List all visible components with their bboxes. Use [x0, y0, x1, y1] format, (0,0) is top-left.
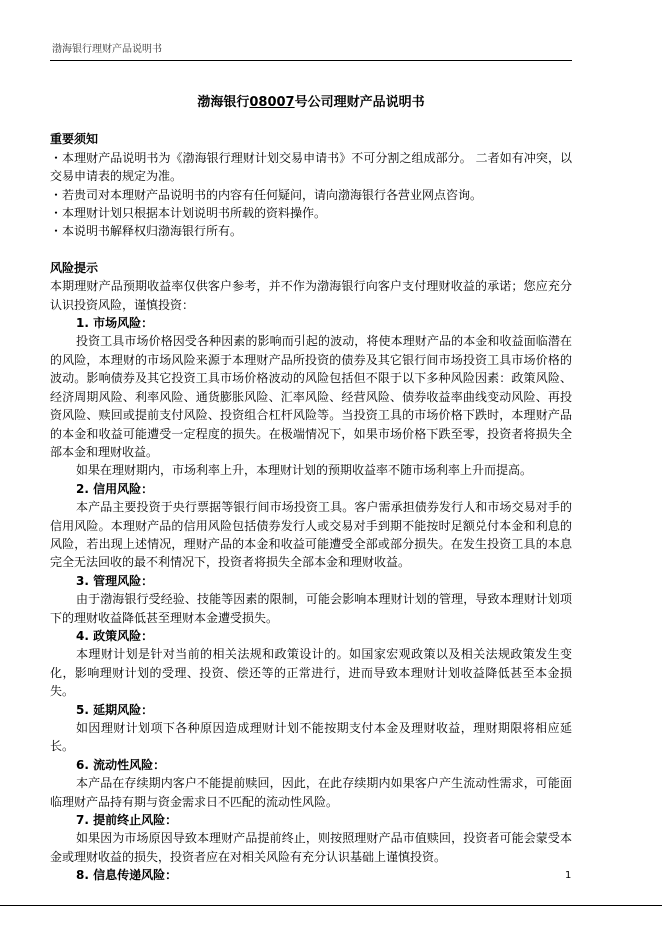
liquidity-risk-paragraph: 本产品在存续期内客户不能提前赎回，因此，在此存续期内如果客户产生流动性需求，可能面临理财产品持有期与资金需求日不匹配的流动性风险。 — [50, 776, 572, 809]
risk-intro: 本期理财产品预期收益率仅供客户参考，并不作为渤海银行向客户支付理财收益的承诺；您应充分认识投资风险，谨慎投资： — [50, 279, 572, 312]
delay-risk-heading: 5. 延期风险： — [76, 702, 154, 717]
document-body — [50, 94, 572, 885]
notice-item: ・本说明书解释权归渤海银行所有。 — [50, 224, 243, 239]
market-risk-paragraph: 投资工具市场价格因受各种因素的影响而引起的波动，将使本理财产品的本金和收益面临潜在的风险，本理财的市场风险来源于本理财产品所投资的债券及其它银行间市场投资工具市场价格的波动。影响债券及其它投资工具市场价格波动的风险包括但不限于以下多种风险因素：政策风险、经济周期风险、利率风险、通货膨胀风险、汇率风险、经营风险、债券收益率曲线变动风险、再投资风险、赎回或提前支付风险、投资组合杠杆风险等。当投资工具的市场价格下跌时，本理财产品的本金和收益可能遭受一定程度的损失。在极端情况下，如果市场价格下跌至零，投资者将损失全部本金和理财收益。 — [50, 334, 572, 459]
early-termination-risk-paragraph: 如果因为市场原因导致本理财产品提前终止，则按照理财产品市值赎回，投资者可能会蒙受本金或理财收益的损失，投资者应在对相关风险有充分认识基础上谨慎投资。 — [50, 831, 572, 864]
information-risk-heading: 8. 信息传递风险： — [76, 868, 178, 883]
credit-risk-heading: 2. 信用风险： — [76, 481, 154, 496]
page-number: 1 — [565, 870, 572, 881]
credit-risk-paragraph: 本产品主要投资于央行票据等银行间市场投资工具。客户需承担债券发行人和市场交易对手的信用风险。本理财产品的信用风险包括债券发行人或交易对手到期不能按时足额兑付本金和利息的风险，若出现上述情况，理财产品的本金和收益可能遭受全部或部分损失。在发生投资工具的本息完全无法回收的最不利情况下，投资者将损失全部本金和理财收益。 — [50, 500, 572, 570]
management-risk-paragraph: 由于渤海银行受经验、技能等因素的限制，可能会影响本理财计划的管理，导致本理财计划项下的理财收益降低甚至理财本金遭受损失。 — [50, 592, 572, 625]
title-suffix: 号公司理财产品说明书 — [294, 95, 425, 110]
header-divider — [50, 60, 572, 61]
delay-risk-paragraph: 如因理财计划项下各种原因造成理财计划不能按期支付本金及理财收益，理财期限将相应延长。 — [50, 721, 572, 754]
early-termination-risk-heading: 7. 提前终止风险： — [76, 813, 178, 828]
notice-item: ・若贵司对本理财产品说明书的内容有任何疑问，请向渤海银行各营业网点咨询。 — [50, 187, 483, 202]
management-risk-heading: 3. 管理风险： — [76, 573, 154, 588]
market-risk-paragraph: 如果在理财期内，市场利率上升，本理财计划的预期收益率不随市场利率上升而提高。 — [76, 463, 533, 478]
footer-divider — [0, 905, 662, 906]
title-prefix: 渤海银行 — [197, 95, 250, 110]
notice-item: ・本理财产品说明书为《渤海银行理财计划交易申请书》不可分割之组成部分。 二者如有冲突，以交易申请表的规定为准。 — [50, 150, 572, 184]
document-title — [50, 94, 572, 112]
section-gap — [50, 241, 572, 259]
policy-risk-paragraph: 本理财计划是针对当前的相关法规和政策设计的。如国家宏观政策以及相关法规政策发生变化，影响理财计划的受理、投资、偿还等的正常进行，进而导致本理财计划收益降低甚至本金损失。 — [50, 647, 572, 699]
policy-risk-heading: 4. 政策风险： — [76, 628, 154, 643]
notice-item: ・本理财计划只根据本计划说明书所载的资料操作。 — [50, 206, 327, 221]
title-number: 08007 — [249, 95, 295, 110]
page-header: 渤海银行理财产品说明书 — [52, 44, 162, 55]
notice-heading: 重要须知 — [50, 132, 99, 147]
risk-heading: 风险提示 — [50, 260, 99, 275]
market-risk-heading: 1. 市场风险： — [76, 316, 154, 331]
liquidity-risk-heading: 6. 流动性风险： — [76, 757, 166, 772]
